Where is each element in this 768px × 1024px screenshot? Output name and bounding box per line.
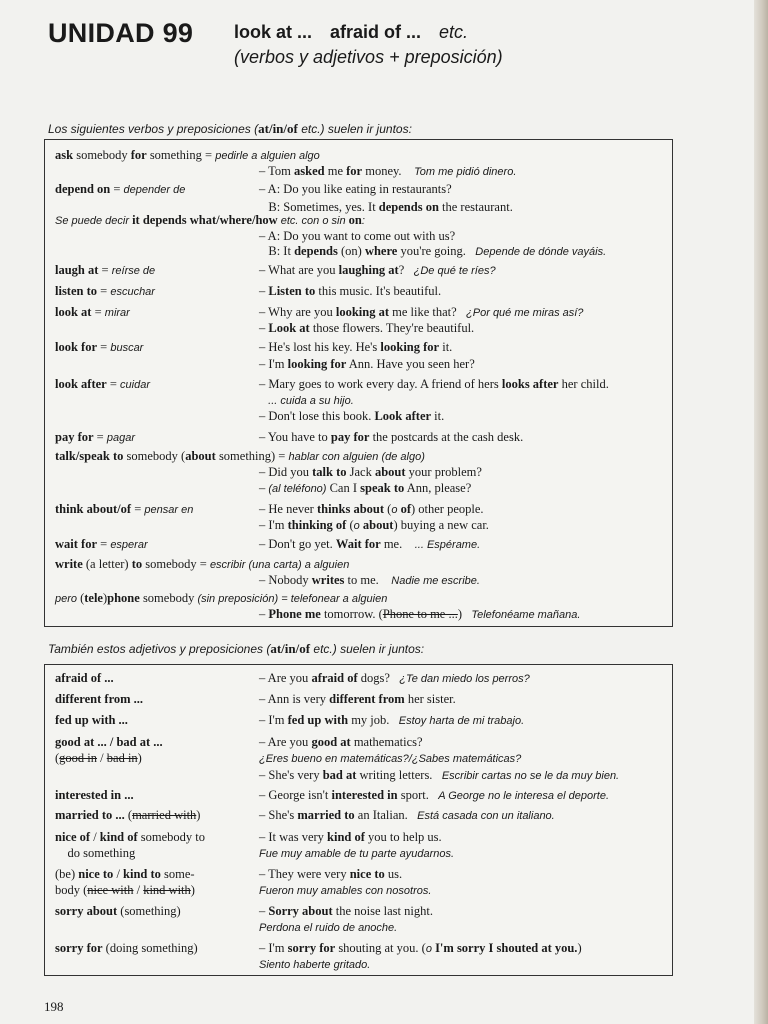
entry-term: ask somebody for something = pedirle a alguien algo — [55, 148, 320, 162]
unit-subtitle: (verbos y adjetivos + preposición) — [234, 47, 503, 67]
entry-example: Perdona el ruido de anoche. — [259, 922, 398, 934]
entry-example: – Don't go yet. Wait for me. ... Espérame. — [259, 537, 481, 551]
entry-example: – I'm thinking of (o about) buying a new car. — [259, 518, 489, 532]
entry-term: good at ... / bad at ... — [55, 735, 163, 749]
page-edge — [754, 0, 768, 1024]
entry-term: interested in ... — [55, 788, 134, 802]
section-intro-verbs: Los siguientes verbos y preposiciones (at/in/of etc.) suelen ir juntos: — [48, 121, 412, 136]
topic-look-at: look at ... — [234, 22, 313, 42]
entry-example: – Don't lose this book. Look after it. — [259, 409, 445, 423]
entry-example: – Are you afraid of dogs? ¿Te dan miedo los perros? — [259, 671, 530, 685]
entry-term: pay for = pagar — [55, 430, 135, 444]
entry-example: – Sorry about the noise last night. — [259, 904, 433, 918]
entry-term: body (nice with / kind with) — [55, 883, 195, 897]
entry-example: B: It depends (on) where you're going. Depende de dónde vayáis. — [259, 244, 607, 258]
entry-term: depend on = depender de — [55, 182, 186, 196]
entry-term: wait for = esperar — [55, 537, 148, 551]
entry-example: – She's very bad at writing letters. Escribir cartas no se le da muy bien. — [259, 768, 620, 782]
page-number: 198 — [44, 999, 64, 1014]
entry-term: different from ... — [55, 692, 144, 706]
entry-term: fed up with ... — [55, 713, 128, 727]
entry-term: married to ... (married with) — [55, 808, 201, 822]
entry-example: – Are you good at mathematics? — [259, 735, 423, 749]
unit-title: UNIDAD 99 — [48, 18, 194, 48]
entry-example: – Did you talk to Jack about your problem? — [259, 465, 482, 479]
entry-term: look at = mirar — [55, 305, 130, 319]
entry-example: – He's lost his key. He's looking for it. — [259, 340, 453, 354]
adjectives-list — [44, 664, 673, 976]
verbs-list — [44, 139, 673, 627]
entry-term: sorry about (something) — [55, 904, 181, 918]
entry-example: – I'm sorry for shouting at you. (o I'm sorry I shouted at you.) — [259, 941, 582, 955]
entry-example: – Look at those flowers. They're beautiful. — [259, 321, 475, 335]
entry-example: – George isn't interested in sport. A George no le interesa el deporte. — [259, 788, 610, 802]
entry-example: Siento haberte gritado. — [259, 959, 371, 971]
entry-example: – I'm fed up with my job. Estoy harta de mi trabajo. — [259, 713, 525, 727]
entry-term: (be) nice to / kind to some- — [55, 867, 195, 881]
entry-term: do something — [55, 846, 136, 860]
entry-example: B: Sometimes, yes. It depends on the restaurant. — [259, 200, 513, 214]
entry-example: ¿Eres bueno en matemáticas?/¿Sabes matemáticas? — [259, 753, 522, 765]
entry-example: – A: Do you want to come out with us? — [259, 229, 456, 243]
entry-example: – Nobody writes to me. Nadie me escribe. — [259, 573, 480, 587]
entry-example: – What are you laughing at? ¿De qué te ríes? — [259, 263, 496, 277]
entry-example: – Tom asked me for money. Tom me pidió dinero. — [259, 164, 517, 178]
entry-example: – (al teléfono) Can I speak to Ann, please? — [259, 481, 472, 495]
unit-topic — [234, 22, 468, 43]
entry-term: laugh at = reírse de — [55, 263, 156, 277]
section-intro-adjectives: También estos adjetivos y preposiciones (at/in/of etc.) suelen ir juntos: — [48, 641, 425, 656]
entry-example: – Listen to this music. It's beautiful. — [259, 284, 442, 298]
entry-note: write (a letter) to somebody = escribir (una carta) a alguien — [55, 557, 350, 571]
entry-term: sorry for (doing something) — [55, 941, 198, 955]
entry-note: pero (tele)phone somebody (sin preposición) = telefonear a alguien — [55, 591, 388, 605]
entry-example: – Ann is very different from her sister. — [259, 692, 456, 706]
entry-example: Fue muy amable de tu parte ayudarnos. — [259, 848, 455, 860]
entry-example: ... cuida a su hijo. — [259, 395, 354, 407]
entry-example: – They were very nice to us. — [259, 867, 403, 881]
entry-example: – I'm looking for Ann. Have you seen her? — [259, 357, 475, 371]
entry-term: (good in / bad in) — [55, 751, 142, 765]
entry-example: – Phone me tomorrow. (Phone to me ...) Telefonéame mañana. — [259, 607, 581, 621]
entry-example: – She's married to an Italian. Está casada con un italiano. — [259, 808, 555, 822]
entry-term: look after = cuidar — [55, 377, 151, 391]
entry-example: Fueron muy amables con nosotros. — [259, 885, 432, 897]
entry-example: – Mary goes to work every day. A friend of hers looks after her child. — [259, 377, 609, 391]
entry-term: afraid of ... — [55, 671, 114, 685]
entry-example: – Why are you looking at me like that? ¿Por qué me miras así? — [259, 305, 584, 319]
entry-example: – A: Do you like eating in restaurants? — [259, 182, 452, 196]
entry-term: think about/of = pensar en — [55, 502, 194, 516]
entry-note: Se puede decir it depends what/where/how etc. con o sin on: — [55, 213, 365, 227]
entry-term: nice of / kind of somebody to — [55, 830, 206, 844]
entry-note: talk/speak to somebody (about something) = hablar con alguien (de algo) — [55, 449, 425, 463]
entry-example: – You have to pay for the postcards at the cash desk. — [259, 430, 524, 444]
topic-etc: etc. — [439, 22, 469, 42]
entry-example: – It was very kind of you to help us. — [259, 830, 442, 844]
entry-example: – He never thinks about (o of) other people. — [259, 502, 484, 516]
topic-afraid-of: afraid of ... — [330, 22, 422, 42]
entry-term: look for = buscar — [55, 340, 144, 354]
entry-term: listen to = escuchar — [55, 284, 155, 298]
